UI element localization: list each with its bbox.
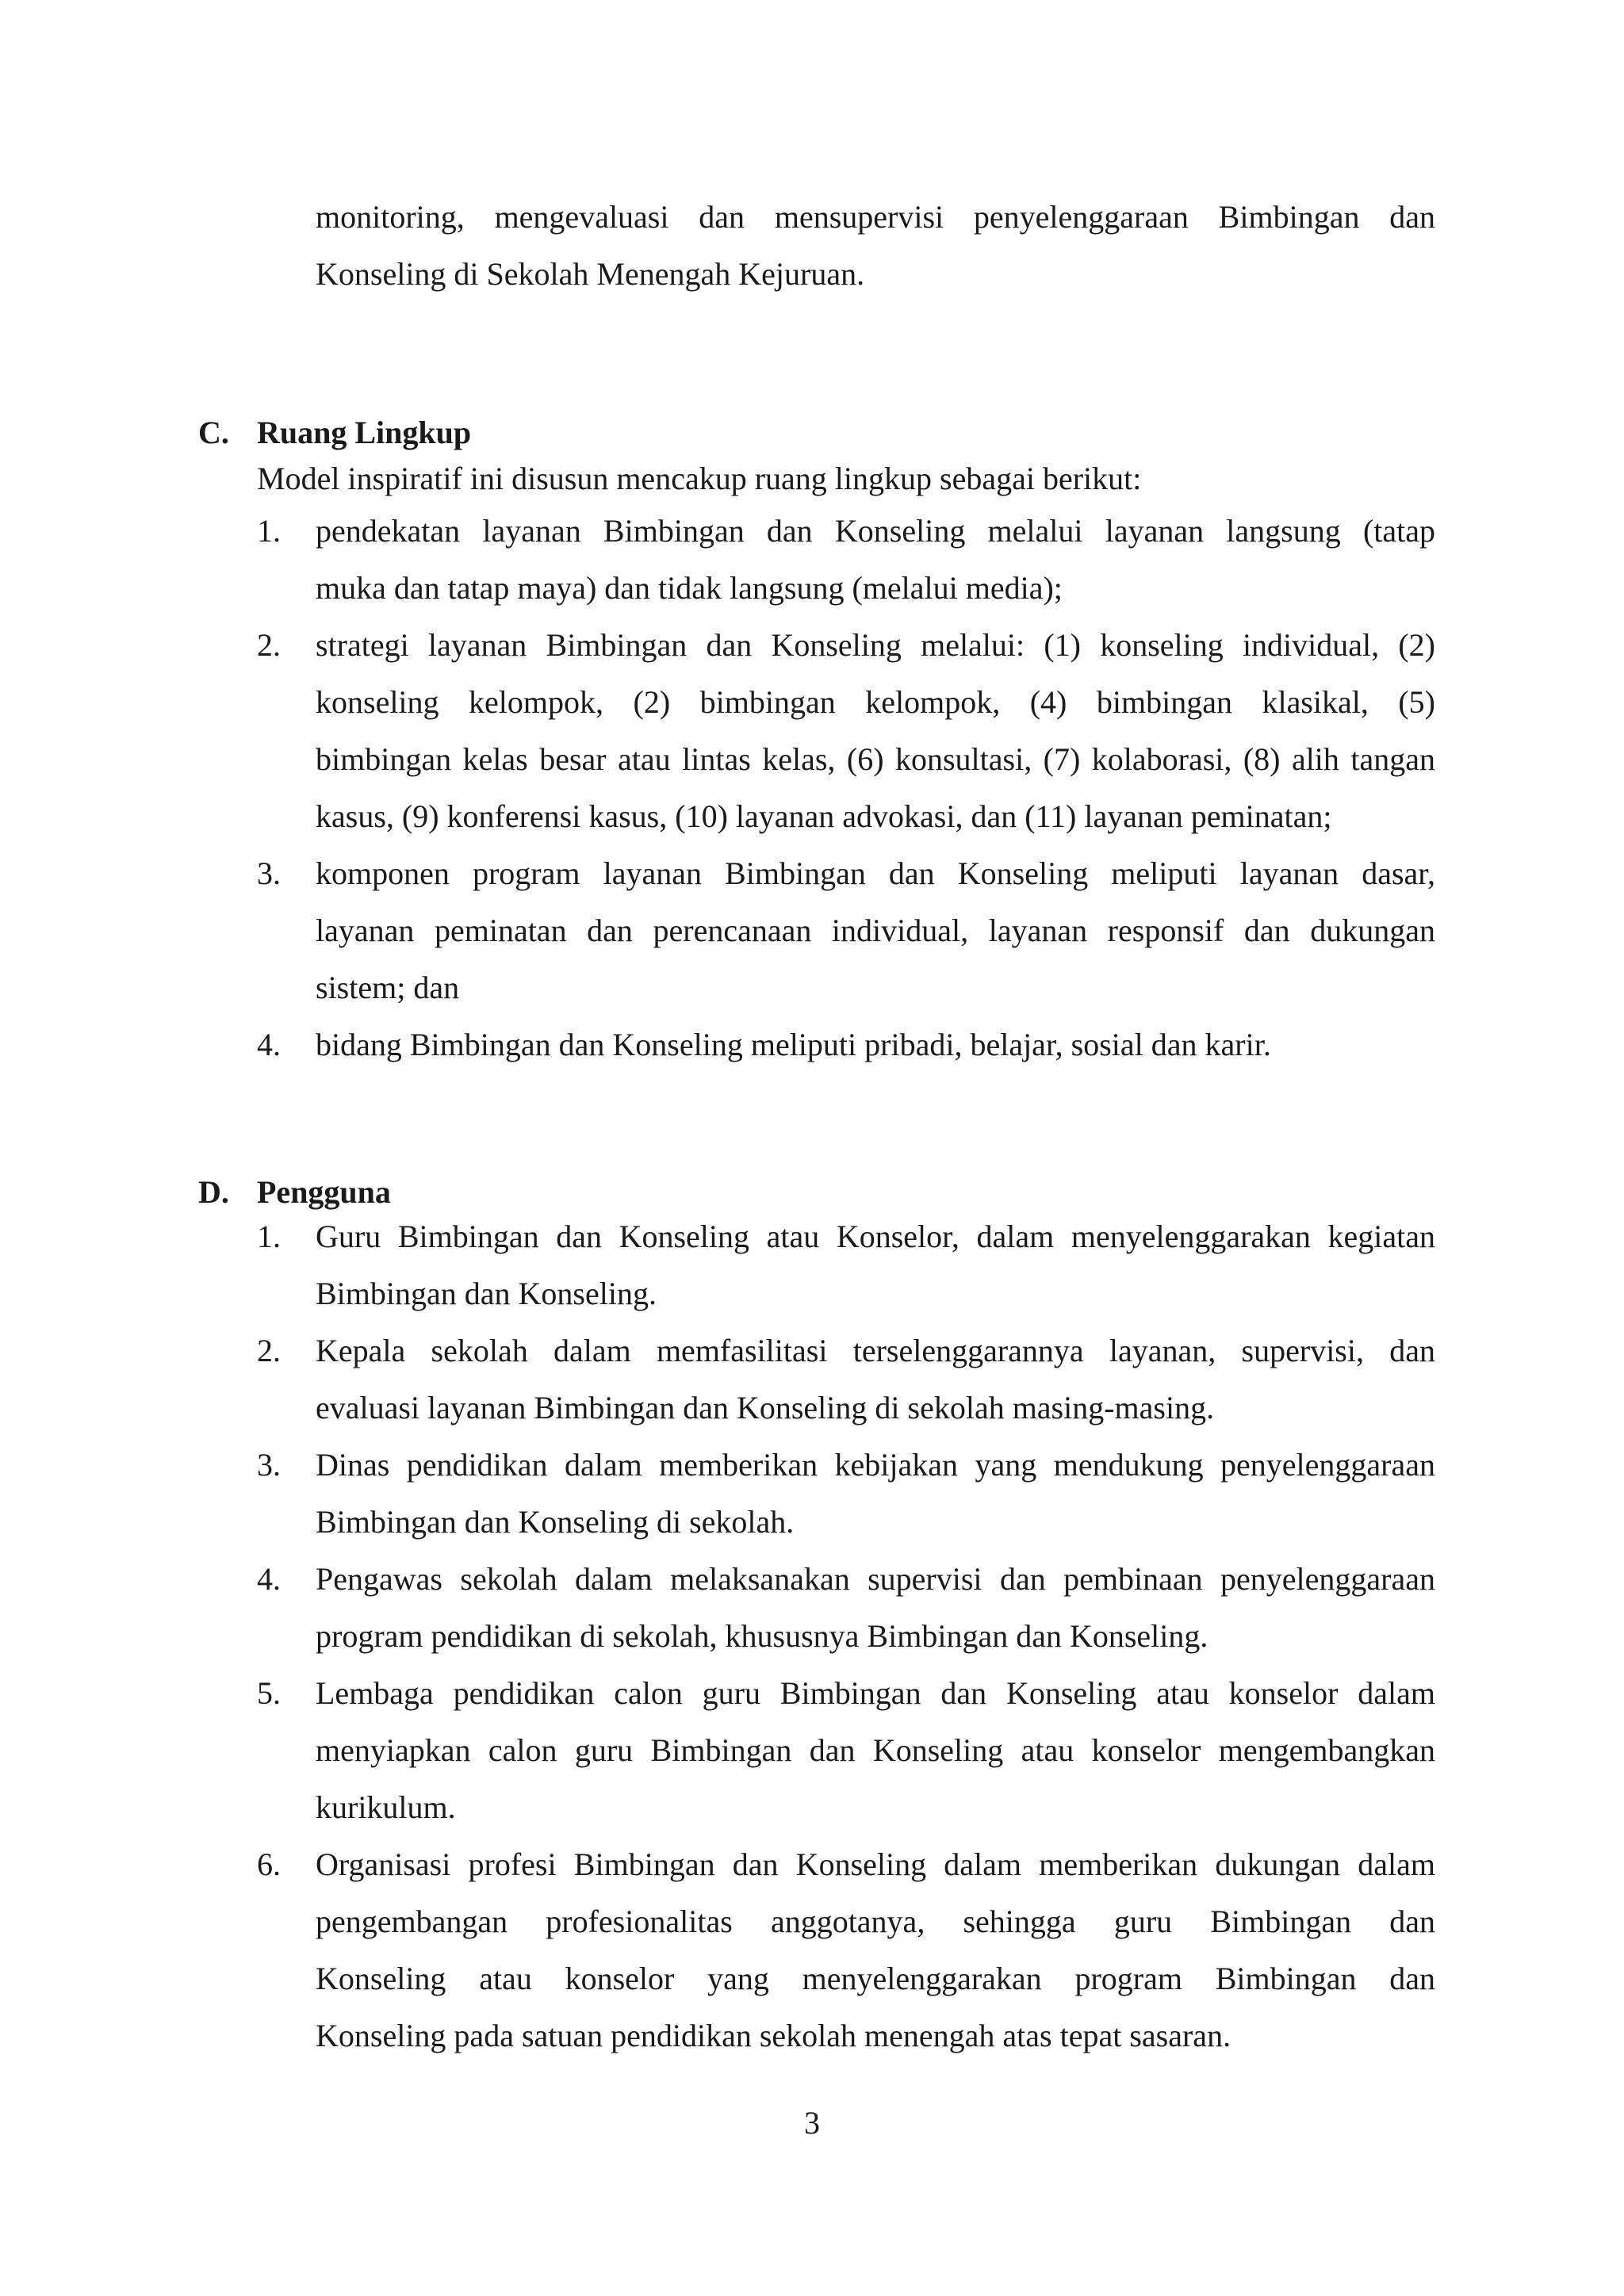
list-item-line: evaluasi layanan Bimbingan dan Konseling di sekolah masing-masing. bbox=[316, 1390, 1215, 1425]
list-item-line: Bimbingan dan Konseling di sekolah. bbox=[316, 1504, 795, 1540]
list-item-line: Guru Bimbingan dan Konseling atau Konselor, dalam menyelenggarakan kegiatan bbox=[316, 1219, 1435, 1254]
list-item-number: 5. bbox=[257, 1675, 281, 1711]
list-item-line: Lembaga pendidikan calon guru Bimbingan dan Konseling atau konselor dalam bbox=[316, 1675, 1435, 1711]
list-item bbox=[257, 845, 1435, 1016]
list-item-line: pengembangan profesionalitas anggotanya, sehingga guru Bimbingan dan bbox=[316, 1904, 1435, 1939]
list-item bbox=[257, 1437, 1435, 1551]
section-title: Ruang Lingkup bbox=[257, 415, 472, 450]
list-item-line: kurikulum. bbox=[316, 1789, 456, 1825]
list-item bbox=[257, 1322, 1435, 1437]
intro-line: monitoring, mengevaluasi dan mensupervisi penyelenggaraan Bimbingan dan bbox=[316, 199, 1435, 235]
list-item-number: 1. bbox=[257, 513, 281, 549]
section-subtitle: Model inspiratif ini disusun mencakup ruang lingkup sebagai berikut: bbox=[257, 461, 1142, 496]
list-item-number: 1. bbox=[257, 1219, 281, 1254]
list-item-line: Bimbingan dan Konseling. bbox=[316, 1276, 657, 1311]
section-pengguna bbox=[198, 1170, 1435, 2064]
list-item bbox=[257, 1551, 1435, 1665]
list-item-line: strategi layanan Bimbingan dan Konseling melalui: (1) konseling individual, (2) bbox=[316, 627, 1435, 663]
list-item-line: menyiapkan calon guru Bimbingan dan Konseling atau konselor mengembangkan bbox=[316, 1732, 1435, 1768]
intro-line: Konseling di Sekolah Menengah Kejuruan. bbox=[316, 256, 865, 292]
list-item-number: 4. bbox=[257, 1561, 281, 1597]
list-item-line: Konseling pada satuan pendidikan sekolah menengah atas tepat sasaran. bbox=[316, 2018, 1231, 2053]
list-item-line: muka dan tatap maya) dan tidak langsung (melalui media); bbox=[316, 570, 1063, 606]
list-item-line: Pengawas sekolah dalam melaksanakan supervisi dan pembinaan penyelenggaraan bbox=[316, 1561, 1435, 1597]
scope-list bbox=[257, 503, 1435, 1073]
list-item-line: kasus, (9) konferensi kasus, (10) layanan advokasi, dan (11) layanan peminatan; bbox=[316, 798, 1332, 834]
list-item-line: konseling kelompok, (2) bimbingan kelompok, (4) bimbingan klasikal, (5) bbox=[316, 684, 1435, 720]
section-letter: C. bbox=[198, 415, 229, 450]
list-item bbox=[257, 617, 1435, 845]
list-item bbox=[257, 503, 1435, 617]
list-item-line: Dinas pendidikan dalam memberikan kebijakan yang mendukung penyelenggaraan bbox=[316, 1447, 1435, 1483]
list-item-number: 6. bbox=[257, 1846, 281, 1882]
list-item-number: 3. bbox=[257, 1447, 281, 1483]
list-item-line: komponen program layanan Bimbingan dan Konseling meliputi layanan dasar, bbox=[316, 855, 1435, 891]
list-item-line: bidang Bimbingan dan Konseling meliputi pribadi, belajar, sosial dan karir. bbox=[316, 1027, 1271, 1062]
list-item-line: Organisasi profesi Bimbingan dan Konseling dalam memberikan dukungan dalam bbox=[316, 1846, 1435, 1882]
section-title: Pengguna bbox=[257, 1174, 391, 1210]
list-item-number: 2. bbox=[257, 627, 281, 663]
list-item-line: bimbingan kelas besar atau lintas kelas, (6) konsultasi, (7) kolaborasi, (8) alih tangan bbox=[316, 741, 1435, 777]
list-item bbox=[257, 1208, 1435, 1322]
page-number: 3 bbox=[804, 2105, 820, 2141]
list-item bbox=[257, 1016, 1435, 1073]
list-item-number: 2. bbox=[257, 1333, 281, 1368]
section-heading bbox=[198, 411, 1435, 455]
list-item-line: Kepala sekolah dalam memfasilitasi terselenggarannya layanan, supervisi, dan bbox=[316, 1333, 1435, 1368]
section-letter: D. bbox=[198, 1174, 229, 1210]
list-item bbox=[257, 1836, 1435, 2064]
list-item-line: program pendidikan di sekolah, khususnya Bimbingan dan Konseling. bbox=[316, 1618, 1208, 1654]
list-item-line: sistem; dan bbox=[316, 970, 460, 1005]
list-item bbox=[257, 1665, 1435, 1836]
intro-paragraph bbox=[316, 189, 1435, 303]
list-item-line: layanan peminatan dan perencanaan individual, layanan responsif dan dukungan bbox=[316, 913, 1435, 948]
section-ruang-lingkup bbox=[198, 411, 1435, 1073]
list-item-line: Konseling atau konselor yang menyelenggarakan program Bimbingan dan bbox=[316, 1961, 1435, 1996]
user-list bbox=[257, 1208, 1435, 2064]
list-item-number: 3. bbox=[257, 855, 281, 891]
list-item-number: 4. bbox=[257, 1027, 281, 1062]
list-item-line: pendekatan layanan Bimbingan dan Konseling melalui layanan langsung (tatap bbox=[316, 513, 1435, 549]
